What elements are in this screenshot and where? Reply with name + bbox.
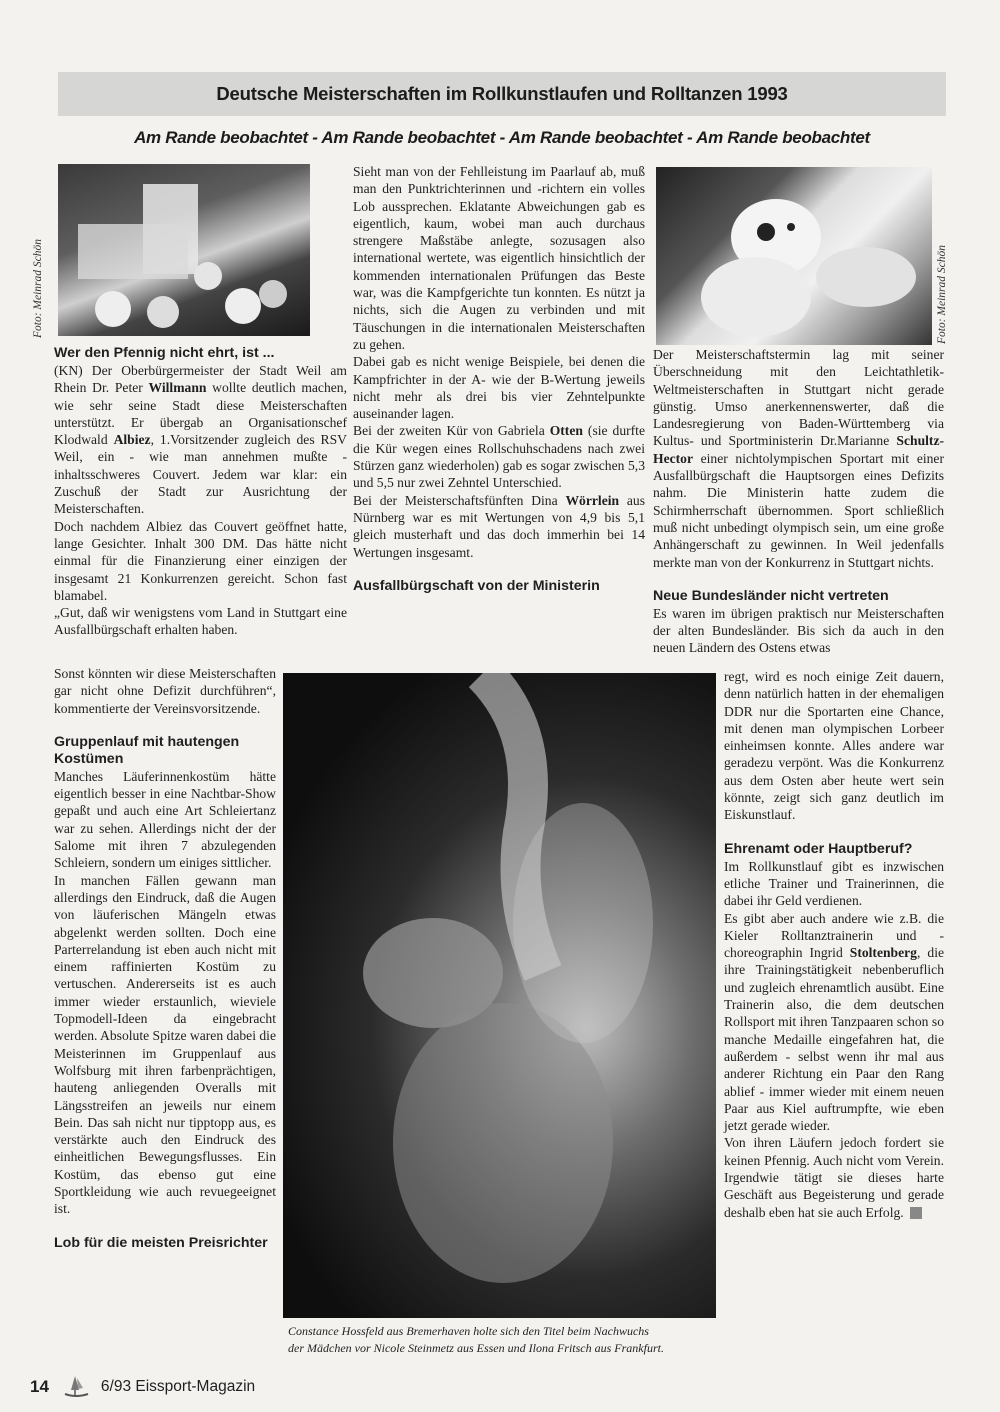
text: einer nichtolympischen Sportart mit einer Ausfallbürgschaft die Hauptsorgen eines Defizits nahm. Die Ministerin hatte zudem die Schirmherrschaft übernommen. Sport schließlich muß nicht unbedingt olympisch sein, um eine große Anhängerschaft zu gewinnen. In Weil jedenfalls merkte man von der Konkurrenz in Stuttgart nichts. — [653, 450, 944, 570]
paragraph: In manchen Fällen gewann man allerdings den Eindruck, daß die Augen von läuferischen Mängeln etwas abgelenkt werden sollten. Doch eine Parterrelandung ist eben auch nicht mit einem raffinierten Kostüm zu vertuschen. Andererseits ist es auch immer wieder erstaunlich, wieviele Topmodell-Ideen da eingebracht werden. Absolute Spitze waren dabei die Meisterinnen im Gruppenlauf aus Wolfsburg mit ihren farbenprächtigen, hauteng anliegenden Overalls mit Längsstreifen an jeweils nur einem Bein. Das sah nicht nur tipptopp aus, es verstärkte auch den Eindruck des einheitlichen Bewegungsflusses. Ein Kostüm, das ebenso gut eine Sportkleidung wie auch revuegeeignet ist. — [54, 872, 276, 1217]
main-photo-caption — [288, 1323, 718, 1357]
paragraph: regt, wird es noch einige Zeit dauern, denn natürlich hatten in der ehemaligen DDR nur die Sportarten eine Chance, mit denen man olympischen Lorbeer einheimsen konnte. Alles andere war geradezu verpönt. Was die Konkurrenz aus dem Osten aber heute wert sein könnte, zeigt sich ganz deutlich im Eiskunstlauf. — [724, 669, 944, 823]
skater-logo-icon — [61, 1374, 91, 1400]
paragraph — [54, 362, 347, 518]
plush-illustration — [656, 167, 932, 345]
skates-illustration — [58, 164, 310, 336]
skater-illustration — [283, 673, 716, 1318]
name-bold: Stoltenberg — [849, 945, 917, 961]
paragraph: Im Rollkunstlauf gibt es inzwischen etliche Trainer und Trainerinnen, die dabei ihr Geld verdienen. — [724, 858, 944, 909]
text: Es gibt aber auch andere wie z.B. die Kieler Rolltanztrainerin und -choreographin Ingrid — [724, 910, 944, 961]
name-bold: Schultz-Hector — [653, 433, 944, 466]
caption-line: der Mädchen vor Nicole Steinmetz aus Essen und Ilona Fritsch aus Frankfurt. — [288, 1341, 664, 1355]
skater-main-photo — [283, 673, 716, 1318]
paragraph — [724, 910, 944, 1135]
paragraph: Sonst könnten wir diese Meisterschaften gar nicht ohne Defizit durchführen“, kommentierte der Vereinsvorsitzende. — [54, 666, 276, 716]
paragraph: Sieht man von der Fehlleistung im Paarlauf ab, muß man den Punktrichterinnen und -richtern ein volles Lob aussprechen. Eklatante Abweichungen gab es eigentlich, kaum, wobei man auch durchaus strengere Maßstäbe anlegte, sozusagen also international wertete, was eigentlich hinsichtlich der kommenden internationalen Prüfungen das Beste war, was die Kampfgerichte tun konnten. Es nützt ja nichts, sich die Augen zu verbinden und mit Täuschungen in die internationalen Meisterschaften zu gehen. — [353, 164, 645, 352]
text: , 1.Vorsitzender zugleich des RSV Weil, ein - wie man annehmen mußte - inhaltsschweres Couvert. Jedem war klar: ein Zuschuß der Stadt zur Ausrichtung der Meisterschaften. — [54, 432, 347, 517]
column-1-lower — [54, 665, 276, 1252]
skates-photo — [58, 164, 310, 336]
skates-photo-credit: Foto: Meinrad Schön — [32, 238, 44, 338]
issue-label: 6/93 Eissport-Magazin — [100, 1378, 256, 1395]
paragraph: Dabei gab es nicht wenige Beispiele, bei denen die Kampfrichter in der A- wie der B-Wertung jeweils nicht mehr als drei bis vier Zehntelpunkte auseinander lagen. — [353, 354, 645, 422]
column-1-upper — [54, 345, 347, 639]
text: (sie durfte die Kür wegen eines Rollschuhschadens nach zwei Stürzen ganz wiederholen) gab es sogar zwischen 5,3 und 5,5 nur zwei Zehntel Unterschied. — [353, 423, 645, 491]
column-3-lower — [724, 668, 944, 1221]
text: Bei der Meisterschaftsfünften Dina — [353, 492, 566, 508]
name-bold: Albiez — [113, 432, 151, 448]
text: Von ihren Läufern jedoch fordert sie keinen Pfennig. Auch nicht vom Verein. Irgendwie tätigt sie dieses harte Geschäft aus Begeisterung und gerade deshalb eben hat sie auch Erfolg. — [724, 1135, 944, 1220]
section-heading: Wer den Pfennig nicht ehrt, ist ... — [54, 345, 275, 361]
text: Bei der zweiten Kür von Gabriela — [353, 423, 550, 439]
text: wollte deutlich machen, wie sehr seine Stadt diese Meisterschaften unterstützt. Er übergab an Organisationschef Klodwald — [54, 380, 347, 448]
section-heading: Neue Bundesländer nicht vertreten — [653, 587, 889, 604]
plush-toy-photo — [656, 167, 932, 345]
text: Der Meisterschaftstermin lag mit seiner Überschneidung mit den Leichtathletik-Weltmeisterschaften in Stuttgart nicht gerade günstig. Umso anerkennenswerter, daß die Landesregierung von Baden-Württemberg via Kultus- und Sportministerin Dr.Marianne — [653, 347, 944, 449]
text: aus Nürnberg war es mit Wertungen von 4,9 bis 5,1 gleich musterhaft und das doch immerhin bei 14 Wertungen insgesamt. — [353, 492, 645, 560]
paragraph: Manches Läuferinnenkostüm hätte eigentlich besser in eine Nachtbar-Show gepaßt und auch eine Art Schleiertanz war zu sehen. Allerdings nicht der der Salome mit ihren 7 abzulegenden Schleiern, sondern um einiges sittlicher. — [54, 768, 276, 871]
name-bold: Wörrlein — [565, 492, 620, 508]
page-subtitle: Am Rande beobachtet - Am Rande beobachtet - Am Rande beobachtet - Am Rande beobachtet — [134, 128, 870, 147]
end-mark-icon — [910, 1207, 922, 1219]
paragraph — [353, 422, 645, 491]
paragraph — [724, 1134, 944, 1220]
paragraph: „Gut, daß wir wenigstens vom Land in Stuttgart eine Ausfallbürgschaft erhalten haben. — [54, 605, 347, 638]
paragraph — [653, 346, 944, 571]
page-title: Deutsche Meisterschaften im Rollkunstlaufen und Rolltanzen 1993 — [216, 83, 788, 104]
column-3 — [653, 346, 944, 657]
name-bold: Otten — [549, 423, 583, 439]
section-heading: Lob für die meisten Preisrichter — [54, 1234, 268, 1251]
paragraph — [353, 492, 645, 561]
section-heading: Gruppenlauf mit hautengen Kostümen — [54, 733, 240, 767]
plush-photo-credit: Foto: Meinrad Schön — [936, 244, 948, 344]
paragraph: Es waren im übrigen praktisch nur Meisterschaften der alten Bundesländer. Bis sich da auch in den neuen Ländern des Ostens etwas — [653, 605, 944, 656]
section-heading: Ehrenamt oder Hauptberuf? — [724, 840, 913, 857]
page-footer — [30, 1374, 255, 1400]
column-2 — [353, 163, 645, 595]
page-number: 14 — [30, 1377, 49, 1396]
text: , die ihre Trainingstätigkeit nebenberuflich und zugleich ehrenamtlich ausübt. Eine Trainerin also, die dem deutschen Rollsport mit ihren Tanzpaaren schon so manche Medaille eingefahren hat, die außerdem - selbst wenn ihr mal aus anderer Richtung ein Paar den Rang ablief - immer wieder mit einem neuen Paar aus Kiel auftrumpfte, wie eben jetzt gerade wieder. — [724, 945, 945, 1134]
title-bar — [58, 72, 946, 116]
paragraph: Doch nachdem Albiez das Couvert geöffnet hatte, lange Gesichter. Inhalt 300 DM. Das hätte nicht einmal für die Finanzierung einer einzigen der insgesamt 21 Konkurrenzen gereicht. Schon fast blamabel. — [54, 518, 347, 603]
text: (KN) Der Oberbürgermeister der Stadt Weil am Rhein Dr. Peter — [54, 363, 347, 396]
section-heading: Ausfallbürgschaft von der Ministerin — [353, 577, 600, 594]
caption-line: Constance Hossfeld aus Bremerhaven holte sich den Titel beim Nachwuchs — [288, 1324, 649, 1338]
name-bold: Willmann — [148, 380, 207, 396]
